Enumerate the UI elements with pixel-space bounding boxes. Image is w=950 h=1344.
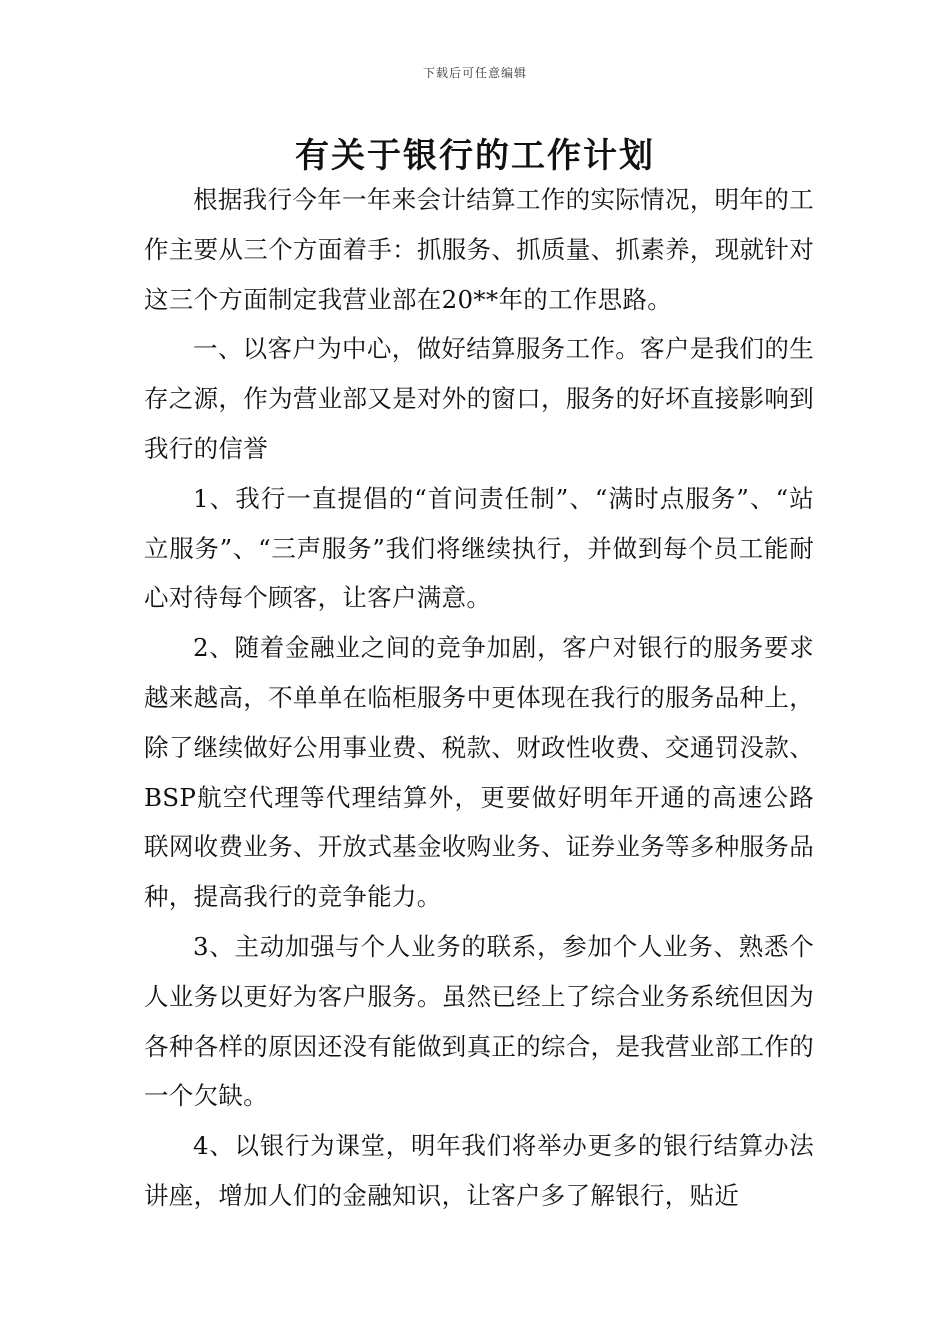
header-note: 下载后可任意编辑 xyxy=(422,66,527,80)
paragraph-section-1: 一、以客户为中心，做好结算服务工作。客户是我们的生存之源，作为营业部又是对外的窗口，服务的好坏直接影响到我行的信誉 xyxy=(144,334,814,463)
paragraph-item-1: 1、我行一直提倡的“首问责任制”、“满时点服务”、“站立服务”、“三声服务”我们将继续执行，并做到每个员工能耐心对待每个顾客，让客户满意。 xyxy=(144,483,814,613)
paragraph-item-4: 4、以银行为课堂，明年我们将举办更多的银行结算办法讲座，增加人们的金融知识，让客户多了解银行，贴近 xyxy=(144,1131,814,1210)
paragraph-item-2: 2、随着金融业之间的竞争加剧，客户对银行的服务要求越来越高，不单单在临柜服务中更体现在我行的服务品种上，除了继续做好公用事业费、税款、财政性收费、交通罚没款、BSP航空代理等代理结算外，更要做好明年开通的高速公路联网收费业务、开放式基金收购业务、证券业务等多种服务品种，提高我行的竞争能力。 xyxy=(144,633,814,912)
paragraph-item-3: 3、主动加强与个人业务的联系，参加个人业务、熟悉个人业务以更好为客户服务。虽然已经上了综合业务系统但因为各种各样的原因还没有能做到真正的综合，是我营业部工作的一个欠缺。 xyxy=(144,931,814,1111)
paragraph-intro: 根据我行今年一年来会计结算工作的实际情况，明年的工作主要从三个方面着手：抓服务、抓质量、抓素养，现就针对这三个方面制定我营业部在20**年的工作思路。 xyxy=(144,185,814,314)
document-body xyxy=(144,175,814,1221)
document-title: 有关于银行的工作计划 xyxy=(295,136,655,176)
